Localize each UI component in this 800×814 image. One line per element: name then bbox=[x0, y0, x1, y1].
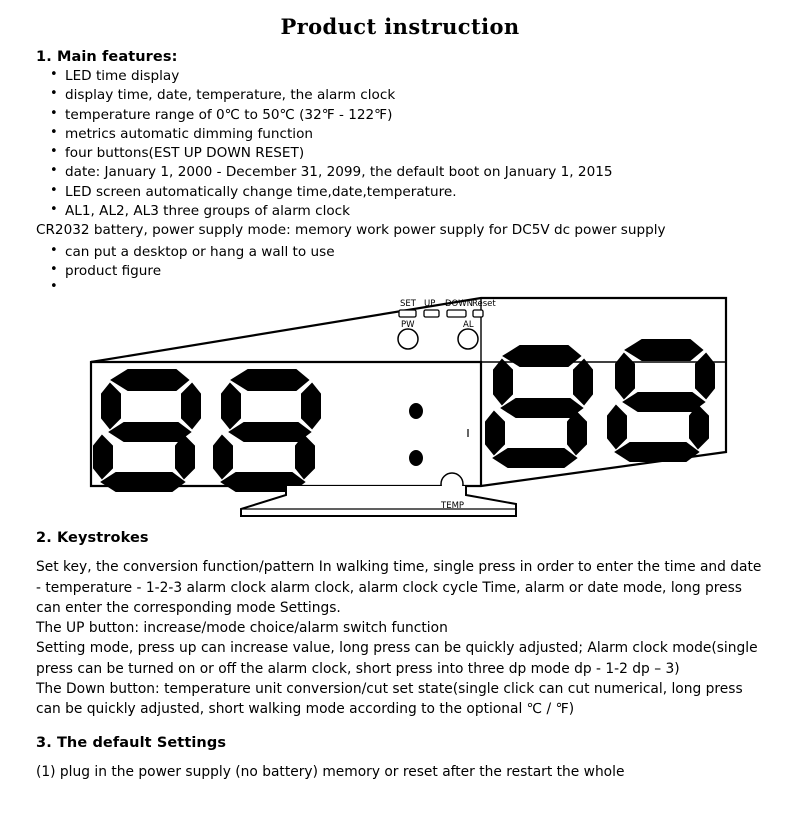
battery-note: CR2032 battery, power supply mode: memory work power supply for DC5V dc power supply bbox=[36, 222, 666, 239]
paragraph: The UP button: increase/mode choice/alarm switch function bbox=[36, 620, 448, 637]
list-item: • can put a desktop or hang a wall to use bbox=[50, 243, 764, 262]
figure-label-down: DOWN bbox=[445, 299, 473, 310]
figure-label-reset: Reset bbox=[472, 299, 496, 310]
list-item: • product figure bbox=[50, 262, 764, 281]
list-item: • four buttons(EST UP DOWN RESET) bbox=[50, 144, 764, 163]
list-item: • display time, date, temperature, the alarm clock bbox=[50, 86, 764, 105]
paragraph: Set key, the conversion function/pattern In walking time, single press in order to enter the time and date - temperature - 1-2-3 alarm clock alarm clock, alarm clock cycle Time, alarm or date mode, long press can enter the corresponding mode Settings. bbox=[36, 559, 762, 616]
list-item: • AL1, AL2, AL3 three groups of alarm clock bbox=[50, 202, 764, 221]
section-heading-main-features: 1. Main features: bbox=[36, 49, 178, 65]
paragraph: The Down button: temperature unit conversion/cut set state(single click can cut numerical, long press can be quickly adjusted, short walking mode according to the optional ℃ / ℉) bbox=[36, 680, 743, 718]
list-item: • metrics automatic dimming function bbox=[50, 125, 764, 144]
paragraph: (1) plug in the power supply (no battery) memory or reset after the restart the whole bbox=[36, 763, 625, 780]
keystrokes-body bbox=[36, 557, 764, 719]
empty-bullet bbox=[36, 281, 764, 294]
page-title: Product instruction bbox=[280, 14, 520, 39]
main-features-list bbox=[36, 67, 764, 221]
figure-label-up: UP bbox=[424, 299, 436, 310]
figure-label-pw: PW bbox=[401, 320, 415, 331]
document-page bbox=[0, 14, 800, 814]
figure-label-set: SET bbox=[400, 299, 416, 310]
list-item: • temperature range of 0℃ to 50℃ (32℉ - 122℉) bbox=[50, 106, 764, 125]
figure-label-al: AL bbox=[463, 320, 474, 331]
figure-label-temp: TEMP bbox=[441, 501, 465, 512]
section-heading-keystrokes: 2. Keystrokes bbox=[36, 530, 149, 547]
product-figure bbox=[36, 296, 764, 524]
paragraph: Setting mode, press up can increase value, long press can be quickly adjusted; Alarm clock mode(single press can be turned on or off the alarm clock, short press into three dp mode dp - 1-2 dp – 3) bbox=[36, 640, 758, 677]
main-features-list-continued bbox=[36, 243, 764, 282]
list-item: • LED screen automatically change time,date,temperature. bbox=[50, 183, 764, 202]
list-item: • LED time display bbox=[50, 67, 764, 86]
list-item: • date: January 1, 2000 - December 31, 2099, the default boot on January 1, 2015 bbox=[50, 163, 764, 182]
section-heading-default-settings: 3. The default Settings bbox=[36, 734, 227, 751]
